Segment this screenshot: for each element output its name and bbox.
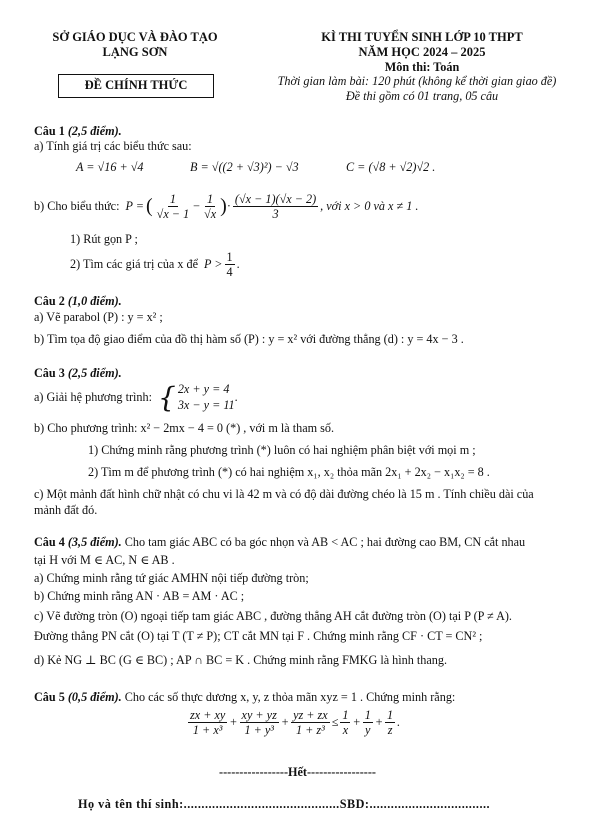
q4-b: b) Chứng minh rằng AN · AB = AM · AC ; bbox=[34, 589, 245, 603]
q2-heading bbox=[34, 294, 122, 309]
q4-a: a) Chứng minh rằng tứ giác AMHN nội tiếp đường tròn; bbox=[34, 571, 309, 585]
subject: Môn thi: Toán bbox=[384, 60, 460, 74]
q2-b: b) Tìm tọa độ giao điểm của đồ thị hàm số (P) : y = x² với đường thẳng (d) : y = 4x − 3 . bbox=[34, 332, 464, 346]
q5-intro: Cho các số thực dương x, y, z thỏa mãn xyz = 1 . Chứng minh rằng: bbox=[124, 690, 456, 704]
candidate-line: Họ và tên thí sinh:............................................SBD:.................................. bbox=[78, 797, 491, 811]
q4-intro-line1 bbox=[34, 535, 525, 550]
q5-points: (0,5 điểm). bbox=[67, 690, 122, 704]
q4-d: d) Kẻ NG ⊥ BC (G ∈ BC) ; AP ∩ BC = K . Chứng minh rằng FMKG là hình thang. bbox=[34, 653, 448, 667]
q4-points: (3,5 điểm). bbox=[67, 535, 122, 549]
official-label: ĐỀ CHÍNH THỨC bbox=[58, 74, 214, 98]
q3-points: (2,5 điểm). bbox=[67, 366, 122, 380]
q1-b-p: P = bbox=[125, 198, 144, 213]
q3-eq2: 3x − y = 11 bbox=[177, 397, 235, 412]
q1-a: a) Tính giá trị các biểu thức sau: bbox=[34, 139, 192, 153]
q5-title: Câu 5 bbox=[34, 690, 65, 704]
q1-b2-ineq: P > bbox=[204, 256, 223, 271]
q1-frac-quarter: $\frac{1}{4}$ bbox=[226, 250, 233, 280]
page-count: Đề thi gồm có 01 trang, 05 câu bbox=[345, 89, 499, 103]
exam-title: KÌ THI TUYỂN SINH LỚP 10 THPT bbox=[321, 30, 523, 44]
q3-a: a) Giải hệ phương trình: bbox=[34, 390, 152, 405]
q1-expr-b: B = √((2 + √3)²) − √3 bbox=[190, 160, 299, 174]
q3-heading bbox=[34, 366, 122, 381]
dept-line1: SỞ GIÁO DỤC VÀ ĐÀO TẠO bbox=[52, 30, 218, 44]
q3-eq1: 2x + y = 4 bbox=[177, 382, 230, 396]
q3-c-line1: c) Một mảnh đất hình chữ nhật có chu vi là 42 m và có độ dài đường chéo là 15 m . Tính chiều dài của bbox=[34, 487, 534, 501]
q1-frac-1: $\frac{1}{√x - 1}$ bbox=[156, 192, 190, 222]
q1-frac-3: $\frac{(√x - 1)(√x - 2)}{3}$ bbox=[234, 192, 317, 222]
q1-b-intro: b) Cho biểu thức: bbox=[34, 198, 120, 213]
q4-intro2: tại H với M ∈ AC, N ∈ AB . bbox=[34, 553, 175, 567]
q3-b2: 2) Tìm m để phương trình (*) có hai nghiệm x₁, x₂ thỏa mãn 2x₁ + 2x₂ − x₁x₂ = 8 . bbox=[88, 465, 490, 479]
q2-a: a) Vẽ parabol (P) : y = x² ; bbox=[34, 310, 163, 324]
q3-system: { 2x + y = 4 3x − y = 11 bbox=[157, 380, 235, 414]
q1-b-cond: , với x > 0 và x ≠ 1 . bbox=[320, 198, 419, 213]
q1-frac-2: $\frac{1}{√x}$ bbox=[204, 192, 217, 222]
q1-b1: 1) Rút gọn P ; bbox=[70, 232, 138, 246]
q3-c-line2: mảnh đất đó. bbox=[34, 503, 98, 517]
q4-intro1: Cho tam giác ABC có ba góc nhọn và AB < AC ; hai đường cao BM, CN cắt nhau bbox=[124, 535, 526, 549]
exam-time: Thời gian làm bài: 120 phút (không kể thời gian giao đề) bbox=[277, 74, 557, 88]
q4-c1: c) Vẽ đường tròn (O) ngoại tiếp tam giác ABC , đường thẳng AH cắt đường tròn (O) tại P (P ≠ A). bbox=[34, 609, 512, 623]
q1-b2: 2) Tìm các giá trị của x để bbox=[70, 256, 199, 271]
q3-a-line: a) Giải hệ phương trình: { 2x + y = 4 3x − y = 11 . bbox=[34, 380, 238, 414]
q1-b-line: b) Cho biểu thức: P = ( $\frac{1}{√x - 1}$ − $\frac{1}{√x}$ ) · $\frac{(√x - 1)(√x - 2)}{3}$ , với x > 0 và x ≠ 1 . bbox=[34, 192, 419, 222]
end-marker: -----------------Hết----------------- bbox=[219, 765, 376, 779]
school-year: NĂM HỌC 2024 – 2025 bbox=[358, 45, 486, 59]
q1-expr-c: C = (√8 + √2)√2 . bbox=[346, 160, 436, 174]
q3-b1: 1) Chứng minh rằng phương trình (*) luôn có hai nghiệm phân biệt với mọi m ; bbox=[88, 443, 476, 457]
q1-expr-a: A = √16 + √4 bbox=[76, 160, 144, 174]
q2-title: Câu 2 bbox=[34, 294, 65, 308]
q4-title: Câu 4 bbox=[34, 535, 65, 549]
q5-inequality: $\frac{zx + xy}{\text{1 + x³}}$ + $\frac{xy + yz}{\text{1 + y³}}$ + $\frac{yz + zx}{\text{1 + z³}}$ ≤ $\frac{1}{x}$ + $\frac{1}{y}$ + $\frac{1}{z}$ . bbox=[190, 708, 401, 738]
dept-line2: LẠNG SƠN bbox=[102, 45, 168, 59]
q4-c2: Đường thẳng PN cắt (O) tại T (T ≠ P); CT cắt MN tại F . Chứng minh rằng CF · CT = CN² ; bbox=[34, 629, 483, 643]
q1-title: Câu 1 bbox=[34, 124, 65, 138]
q2-points: (1,0 điểm). bbox=[67, 294, 122, 308]
q1-heading bbox=[34, 124, 122, 139]
q3-title: Câu 3 bbox=[34, 366, 65, 380]
q1-b2-line: 2) Tìm các giá trị của x để P > $\frac{1}{4}$ . bbox=[70, 250, 240, 280]
q5-intro-line bbox=[34, 690, 455, 705]
q1-points: (2,5 điểm). bbox=[67, 124, 122, 138]
q3-b: b) Cho phương trình: x² − 2mx − 4 = 0 (*) , với m là tham số. bbox=[34, 421, 335, 435]
